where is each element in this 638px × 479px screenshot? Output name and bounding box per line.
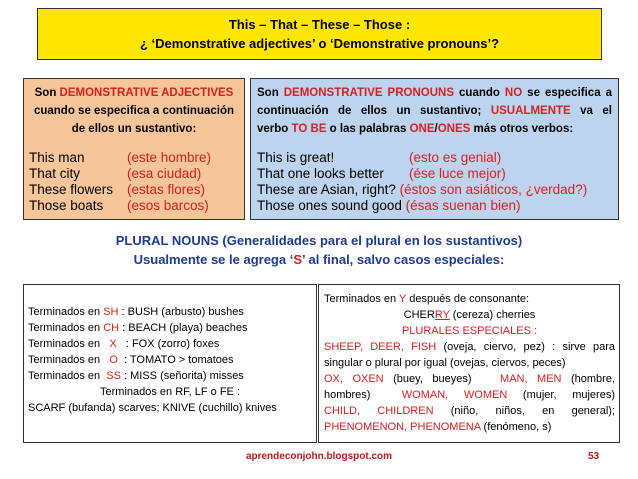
special-line: [324, 371, 615, 387]
pronouns-head3-a: verbo: [257, 123, 292, 135]
special-text: (buey, bueyes): [383, 373, 501, 385]
pronouns-head3-e: /: [434, 123, 438, 135]
adjectives-head-2: cuando se especifica a continuación: [33, 105, 235, 117]
rule-rest: : MISS (señorita) misses: [120, 370, 244, 382]
special-red: SHEEP, DEER, FISH: [324, 341, 437, 353]
rule-rest: : TOMATO > tomatoes: [117, 354, 234, 366]
pronouns-head1-d: NO: [504, 87, 523, 99]
rule-pre: Terminados en: [28, 322, 104, 334]
page-number: 53: [588, 451, 600, 462]
pronouns-head2-a: continuación de ellos un sustantivo;: [257, 105, 491, 117]
y-rule: [324, 291, 615, 307]
plural-s: S: [293, 252, 302, 267]
pronouns-head-3: [257, 120, 612, 138]
title-line2-post: ’?: [487, 36, 500, 51]
rule-scarf-knive: SCARF (bufanda) scarves; KNIVE (cuchillo) knives: [28, 402, 277, 414]
rule-rest: : FOX (zorro) foxes: [116, 338, 220, 350]
rule-ending: SS: [106, 370, 121, 382]
rule-row: [28, 320, 312, 336]
title-box: [37, 8, 602, 60]
title-line1: This – That – These – Those :: [228, 17, 411, 32]
pronouns-head3-c: o las palabras: [326, 123, 410, 135]
adjectives-head-red: DEMONSTRATIVE ADJECTIVES: [59, 87, 234, 99]
rule-ending: X: [109, 338, 117, 350]
cherry-a: CHER: [403, 309, 435, 321]
pronouns-head-2: [257, 102, 612, 120]
special-line: [324, 403, 615, 419]
adjectives-box: [23, 78, 245, 220]
rule-row: [28, 304, 312, 320]
example-en: Those ones sound good: [257, 198, 402, 213]
pronouns-head1-e: se especifica a: [522, 87, 612, 99]
plural-line2-pre: Usualmente se le agrega ‘: [133, 252, 294, 267]
plural-line2-post: ’ al final, salvo casos especiales:: [302, 252, 505, 267]
example-en: These are Asian, right?: [257, 182, 396, 197]
adjective-example: [29, 198, 239, 214]
rule-rf-lf-fe: Terminados en RF, LF o FE :: [100, 386, 240, 398]
rule-ending: CH: [103, 322, 120, 334]
rule-rest: : BEACH (playa) beaches: [119, 322, 248, 334]
special-line: [324, 387, 615, 403]
special-red: PHENOMENON, PHENOMENA: [324, 421, 481, 433]
special-red: WOMAN, WOMEN: [401, 389, 508, 401]
adjectives-head-3: de ellos un sustantivo:: [71, 123, 197, 135]
special-red: OX, OXEN: [324, 373, 384, 385]
title-line2-pre: ¿ ‘: [139, 36, 156, 51]
adjective-example: [29, 182, 239, 198]
rule-pre: Terminados en: [28, 338, 110, 350]
pronouns-head1-c: cuando: [454, 87, 505, 99]
cherry-b: RY: [434, 309, 450, 321]
example-es: (éstos son asiáticos, ¿verdad?): [399, 182, 588, 197]
special-text: (oveja, ciervo, pez) : sirve para: [436, 341, 616, 353]
rule-ending: SH: [103, 306, 119, 318]
example-es: (este hombre): [127, 150, 212, 165]
example-en: That one looks better: [257, 166, 384, 181]
title-adjectives: Demonstrative adjectives: [155, 36, 312, 51]
pronouns-head1-b: DEMONSTRATIVE PRONOUNS: [283, 87, 455, 99]
example-es: (esto es genial): [409, 150, 502, 165]
example-es: (esos barcos): [127, 198, 209, 213]
special-red: CHILD, CHILDREN: [324, 405, 434, 417]
title-line2-mid: ’ o ‘: [311, 36, 334, 51]
y-rule-a: Terminados en: [324, 293, 400, 305]
special-text: hombres): [324, 389, 402, 401]
example-en: This man: [29, 150, 85, 165]
adjective-example: [29, 166, 239, 182]
plural-heading: [0, 231, 638, 269]
example-en: This is great!: [257, 150, 335, 165]
example-es: (ése luce mejor): [409, 166, 506, 181]
pronouns-box: [250, 78, 619, 220]
example-en: That city: [29, 166, 81, 181]
rule-pre: Terminados en: [28, 370, 107, 382]
plural-rules-box: [23, 284, 317, 443]
rule-pre: Terminados en: [28, 306, 104, 318]
special-red: MAN, MEN: [500, 373, 562, 385]
pronoun-example: [257, 198, 612, 214]
rule-rest: : BUSH (arbusto) bushes: [118, 306, 244, 318]
example-es: (esa ciudad): [127, 166, 202, 181]
special-text: (fenómeno, s): [480, 421, 552, 433]
pronoun-example: [257, 166, 612, 182]
rule-pre: Terminados en: [28, 354, 110, 366]
rule-row: [28, 352, 312, 368]
pronouns-head2-c: va el: [570, 105, 612, 117]
example-es: (estas flores): [127, 182, 206, 197]
rule-row: [28, 368, 312, 384]
pronoun-example: [257, 150, 612, 166]
footer-url[interactable]: aprendeconjohn.blogspot.com: [245, 451, 393, 462]
title-pronouns: Demonstrative pronouns: [333, 36, 488, 51]
y-rule-c: después de consonante:: [406, 293, 530, 305]
special-text: (mujer, mujeres): [507, 389, 615, 401]
pronouns-head3-f: ONES: [437, 123, 471, 135]
cherry-c: (cereza) cherries: [449, 309, 536, 321]
adjectives-head-pre: Son: [34, 87, 60, 99]
special-line: [324, 419, 615, 435]
pronoun-example: [257, 182, 612, 198]
pronouns-head3-b: TO BE: [291, 123, 327, 135]
adjective-example: [29, 150, 239, 166]
pronouns-head-1: [257, 84, 612, 102]
y-rule-b: Y: [399, 293, 407, 305]
special-text: (niño, niños, en general);: [433, 405, 615, 417]
rule-ending: O: [109, 354, 118, 366]
pronouns-head2-b: USUALMENTE: [490, 105, 571, 117]
rule-row: [28, 336, 312, 352]
example-en: Those boats: [29, 198, 104, 213]
cherry-example: [324, 307, 615, 323]
title-line2: [38, 34, 601, 53]
example-es: (ésas suenan bien): [405, 198, 521, 213]
special-text: (hombre,: [561, 373, 616, 385]
plural-line2: [0, 250, 638, 269]
plural-line1: PLURAL NOUNS (Generalidades para el plural en los sustantivos): [115, 233, 523, 248]
special-plurals-heading: PLURALES ESPECIALES :: [401, 325, 538, 337]
special-line: singular o plural por igual (ovejas, ciervos, peces): [324, 357, 566, 369]
pronouns-head3-g: más otros verbos:: [470, 123, 574, 135]
pronouns-head1-a: Son: [257, 87, 284, 99]
special-plurals-box: [318, 284, 620, 443]
special-line: [324, 339, 615, 355]
adjectives-head-1: [29, 84, 239, 102]
example-en: These flowers: [29, 182, 114, 197]
pronouns-head3-d: ONE: [409, 123, 435, 135]
